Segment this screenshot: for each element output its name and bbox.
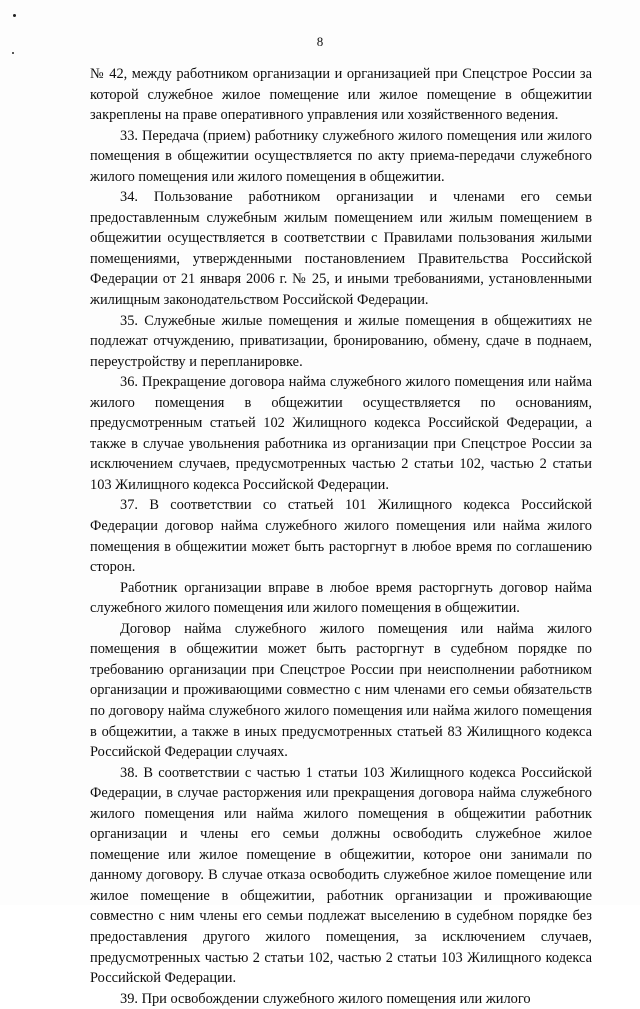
paragraph-37-employee-right: Работник организации вправе в любое время расторгнуть договор найма служебного жилого помещения или жилого помещения в общежитии. — [90, 579, 592, 617]
paragraph-38: 38. В соответствии с частью 1 статьи 103 Жилищного кодекса Российской Федерации, в случае расторжения или прекращения договора найма служебного жилого помещения или найма жилого помещения в общежитии работник организации и члены его семьи должны освободить служебное жилое помещение или жилое помещение в общежитии, которое они занимали по данному договору. В случае отказа освободить служебное жилое помещение или жилое помещение в общежитии, работник организации и проживающие совместно с ним члены его семьи подлежат выселению в судебном порядке без предоставления другого жилого помещения, за исключением случаев, предусмотренных частью 2 статьи 102, частью 2 статьи 103 Жилищного кодекса Российской Федерации. — [90, 764, 592, 987]
paragraph-37-court-termination: Договор найма служебного жилого помещения или найма жилого помещения в общежитии может быть расторгнут в судебном порядке по требованию организации при Спецстрое России при неисполнении работником организации и проживающими совместно с ним членами его семьи обязательств по договору найма служебного жилого помещения или найма жилого помещения в общежитии, а также в иных предусмотренных статьей 83 Жилищного кодекса Российской Федерации случаях. — [90, 620, 592, 761]
scan-speck — [13, 14, 16, 17]
paragraph-35: 35. Служебные жилые помещения и жилые помещения в общежитиях не подлежат отчуждению, приватизации, бронированию, обмену, сдаче в поднаем, переустройству и перепланировке. — [90, 312, 592, 370]
scan-speck — [12, 52, 14, 54]
paragraph-36: 36. Прекращение договора найма служебного жилого помещения или найма жилого помещения в общежитии осуществляется по основаниям, предусмотренным статьей 102 Жилищного кодекса Российской Федерации, а также в случае увольнения работника из организации при Спецстрое России за исключением случаев, предусмотренных частью 2 статьи 102, частью 2 статьи 103 Жилищного кодекса Российской Федерации. — [90, 374, 592, 493]
page-number: 8 — [316, 34, 324, 49]
paragraph-continuation: № 42, между работником организации и организацией при Спецстрое России за которой служебное жилое помещение или жилое помещение в общежитии закреплены на праве оперативного управления или хозяйственного ведения. — [90, 66, 592, 124]
paragraph-33: 33. Передача (прием) работнику служебного жилого помещения или жилого помещения в общежитии осуществляется по акту приема-передачи служебного жилого помещения или жилого помещения в общежитии. — [90, 127, 592, 185]
document-body — [90, 64, 592, 1009]
paragraph-34: 34. Пользование работником организации и членами его семьи предоставленным служебным жилым помещением или жилым помещением в общежитии осуществляется в соответствии с Правилами пользования жилыми помещениями, утвержденными постановлением Правительства Российской Федерации от 21 января 2006 г. № 25, и иными требованиями, установленными жилищным законодательством Российской Федерации. — [90, 189, 592, 309]
paragraph-37: 37. В соответствии со статьей 101 Жилищного кодекса Российской Федерации договор найма служебного жилого помещения или найма жилого помещения в общежитии может быть расторгнут в любое время по соглашению сторон. — [90, 497, 592, 576]
paragraph-39: 39. При освобождении служебного жилого помещения или жилого — [120, 990, 531, 1007]
